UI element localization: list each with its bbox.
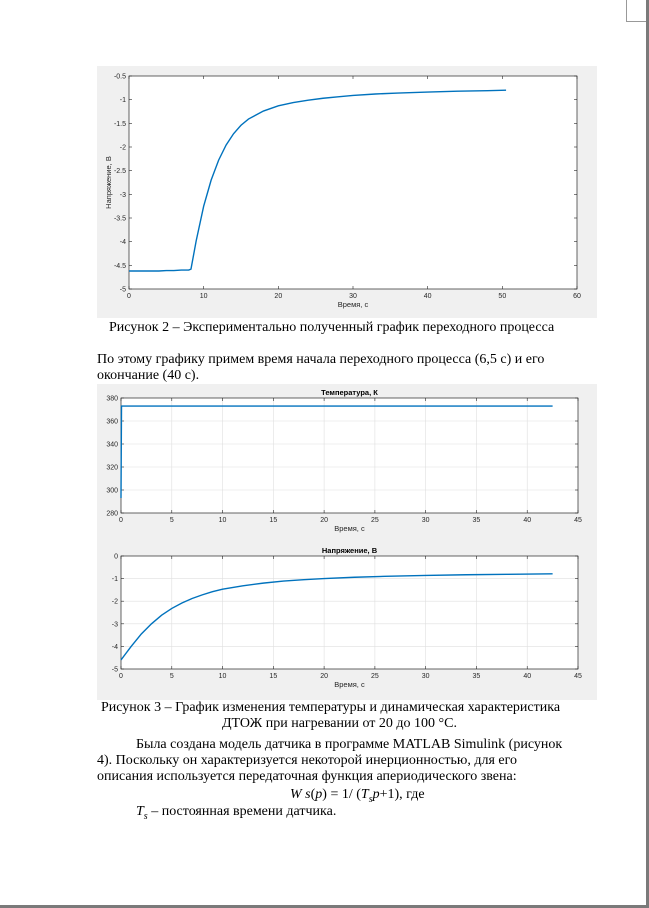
figure-3	[97, 384, 597, 700]
caption-figure-3-line-2: ДТОЖ при нагревании от 20 до 100 °С.	[222, 716, 457, 731]
x-tick-label: 35	[472, 673, 481, 680]
y-tick-label: -1.5	[113, 120, 126, 128]
last-line-text: – постоянная времени датчика.	[147, 804, 337, 819]
caption-figure-2: Рисунок 2 – Экспериментально полученный график переходного процесса	[109, 320, 555, 335]
x-tick-label: 30	[421, 517, 430, 524]
page-corner-mark	[626, 21, 646, 22]
last-line-t: T	[136, 804, 144, 819]
x-axis-label: Время, с	[337, 300, 369, 309]
plot-area	[121, 556, 578, 669]
y-tick-label: -4	[119, 239, 126, 247]
y-tick-label: -2	[111, 598, 118, 606]
y-tick-label: 280	[106, 510, 118, 518]
y-tick-label: -5	[111, 666, 118, 674]
y-tick-label: 380	[106, 395, 118, 403]
chart-fig2	[104, 74, 581, 310]
x-tick-label: 45	[574, 517, 582, 524]
x-tick-label: 5	[169, 673, 174, 680]
x-tick-label: 15	[269, 673, 278, 680]
formula-eq: = 1/ (	[326, 787, 361, 802]
x-tick-label: 60	[573, 293, 581, 300]
formula-w: W	[290, 787, 302, 802]
x-tick-label: 10	[199, 293, 208, 300]
last-line-t-sub: s	[143, 810, 148, 822]
x-tick-label: 40	[423, 293, 432, 300]
x-tick-label: 30	[421, 673, 430, 680]
plot-area	[121, 398, 578, 513]
last-line	[136, 804, 336, 825]
y-tick-label: 340	[106, 441, 118, 449]
y-tick-label: -4	[111, 643, 118, 651]
formula-p2: p	[372, 787, 380, 802]
formula-close: )	[322, 787, 327, 802]
paragraph-2-line-3: описания используется передаточная функция апериодического звена:	[97, 769, 517, 784]
y-tick-label: -3.5	[113, 215, 126, 223]
x-tick-label: 0	[127, 293, 131, 300]
formula-rest: +1), где	[379, 787, 425, 802]
x-tick-label: 25	[370, 517, 379, 524]
x-tick-label: 20	[320, 673, 329, 680]
paragraph-1-line-2: окончание (40 с).	[97, 368, 200, 383]
y-tick-label: 360	[106, 418, 118, 426]
x-tick-label: 0	[119, 673, 123, 680]
y-tick-label: -4.5	[113, 262, 126, 270]
formula-open: (	[310, 787, 316, 802]
y-tick-label: -1	[119, 97, 126, 105]
x-tick-label: 5	[169, 517, 174, 524]
chart-fig3	[97, 384, 597, 700]
y-tick-label: 320	[106, 464, 118, 472]
chart-fig2	[97, 66, 597, 318]
y-tick-label: 300	[106, 487, 118, 495]
y-axis-label: Напряжение, В	[104, 156, 113, 209]
paragraph-1-line-1: По этому графику примем время начала переходного процесса (6,5 с) и его	[97, 352, 545, 367]
paragraph-2-line-1: Была создана модель датчика в программе MATLAB Simulink (рисунок	[136, 737, 563, 752]
x-tick-label: 25	[370, 673, 379, 680]
x-tick-label: 10	[218, 517, 227, 524]
x-tick-label: 30	[349, 293, 357, 300]
y-tick-label: -3	[119, 191, 126, 199]
chart-fig3a	[106, 388, 582, 533]
y-tick-label: -5	[119, 286, 126, 294]
formula-s: s	[305, 787, 311, 802]
chart-fig3b	[112, 546, 582, 689]
y-tick-label: -2.5	[113, 168, 126, 176]
y-tick-label: 0	[114, 553, 118, 561]
x-tick-label: 40	[523, 517, 532, 524]
x-axis-label: Время, с	[334, 680, 365, 689]
x-axis-label: Время, с	[334, 524, 365, 533]
x-tick-label: 10	[218, 673, 227, 680]
plot-area	[129, 76, 577, 289]
y-tick-label: -2	[119, 144, 126, 152]
x-tick-label: 20	[320, 517, 329, 524]
x-tick-label: 0	[119, 517, 123, 524]
x-tick-label: 20	[274, 293, 283, 300]
formula-t: T	[360, 787, 369, 802]
x-tick-label: 45	[574, 673, 582, 680]
figure-2	[97, 66, 597, 318]
y-tick-label: -1	[111, 576, 118, 584]
x-tick-label: 40	[523, 673, 532, 680]
formula-t-sub: s	[368, 793, 373, 805]
plot-title: Напряжение, В	[321, 546, 378, 555]
y-tick-label: -0.5	[113, 73, 126, 81]
x-tick-label: 35	[472, 517, 481, 524]
plot-title: Температура, К	[321, 388, 378, 397]
y-tick-label: -3	[111, 621, 118, 629]
paragraph-2-line-2: 4). Поскольку он характеризуется некоторой инерционностью, для его	[97, 753, 517, 768]
caption-figure-3-line-1: Рисунок 3 – График изменения температуры и динамическая характеристика	[101, 700, 561, 715]
page-corner-mark	[626, 0, 627, 22]
x-tick-label: 50	[498, 293, 507, 300]
x-tick-label: 15	[269, 517, 278, 524]
formula-p: p	[315, 787, 323, 802]
